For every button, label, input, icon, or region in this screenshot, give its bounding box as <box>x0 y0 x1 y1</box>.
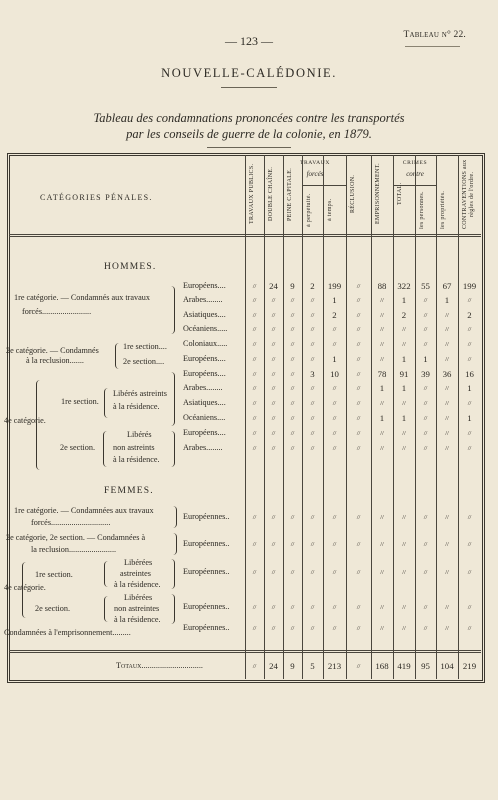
table-cell: // <box>467 400 472 407</box>
table-cell: // <box>467 514 472 521</box>
table-cell: // <box>252 356 257 363</box>
table-cell: // <box>290 625 295 632</box>
total-cell: 213 <box>327 661 342 671</box>
table-cell: // <box>252 415 257 422</box>
table-cell: // <box>332 400 337 407</box>
brace <box>104 561 108 587</box>
table-cell: 1 <box>332 354 337 364</box>
brace <box>173 533 177 555</box>
column-header: EMPRISONNEMENT. <box>375 163 381 225</box>
caption-line-1: Tableau des condamnations prononcées contre les transportés <box>93 111 405 125</box>
table-cell: // <box>252 312 257 319</box>
table-cell: 9 <box>290 281 295 291</box>
table-cell: // <box>252 297 257 304</box>
table-cell: // <box>290 312 295 319</box>
table-cell: 78 <box>377 369 387 379</box>
table-cell: // <box>271 385 276 392</box>
brace <box>104 596 108 622</box>
table-cell: // <box>356 283 361 290</box>
table-cell: // <box>310 356 315 363</box>
table-cell: 55 <box>421 281 430 291</box>
table-cell: // <box>380 341 384 348</box>
row-label-f4-s1-a: Libérées <box>124 558 153 567</box>
table-cell: // <box>332 569 337 576</box>
table-cell: // <box>271 625 276 632</box>
row-label-f4-s2-b: non astreintes <box>114 604 160 613</box>
page-number: — 123 — <box>225 34 273 48</box>
column-header: à temps. <box>327 198 333 222</box>
total-cell: 9 <box>290 661 295 671</box>
table-cell: // <box>271 297 276 304</box>
origin-label: Européens.... <box>183 281 226 290</box>
row-label-h4-s1-a: Libérés astreints <box>113 389 167 398</box>
table-cell: // <box>402 445 406 452</box>
table-cell: // <box>290 430 295 437</box>
table-cell: // <box>290 604 295 611</box>
table-cell: // <box>310 400 315 407</box>
table-cell: // <box>445 415 449 422</box>
table-cell: // <box>252 445 257 452</box>
table-cell: // <box>332 514 337 521</box>
table-cell: // <box>290 371 295 378</box>
group-header-contre: contre <box>406 170 424 178</box>
table-cell: // <box>380 569 384 576</box>
origin-label: Arabes........ <box>183 295 223 304</box>
table-cell: // <box>402 625 406 632</box>
table-cell: 2 <box>467 310 472 320</box>
table-cell: // <box>445 400 449 407</box>
table-cell: // <box>356 400 361 407</box>
origin-label: Européennes.. <box>183 539 230 548</box>
group-header-crimes: CRIMES <box>402 160 428 166</box>
brace <box>22 562 26 618</box>
table-cell: 1 <box>379 413 385 423</box>
row-label-h2-line2: à la reclusion....... <box>26 356 84 365</box>
table-cell: 88 <box>377 281 387 291</box>
table-cell: // <box>310 569 315 576</box>
caption-rule <box>207 147 291 148</box>
header-bottom-rule <box>9 234 481 235</box>
table-cell: // <box>290 445 295 452</box>
table-cell: // <box>310 415 315 422</box>
table-cell: // <box>445 514 449 521</box>
brace <box>171 559 175 589</box>
header-bottom-rule <box>9 236 481 237</box>
table-cell: // <box>402 400 406 407</box>
table-cell: 2 <box>332 310 337 320</box>
table-cell: 2 <box>310 281 315 291</box>
table-caption <box>40 110 458 142</box>
table-cell: // <box>423 604 428 611</box>
total-cell: 24 <box>269 661 278 671</box>
table-cell: // <box>356 312 361 319</box>
origin-label: Européennes.. <box>183 512 230 521</box>
table-cell: // <box>310 385 315 392</box>
table-cell: // <box>467 604 472 611</box>
table-cell: // <box>445 430 449 437</box>
row-label-f1-line2: forcés............................. <box>31 518 111 527</box>
table-cell: // <box>445 341 449 348</box>
brace <box>171 286 175 334</box>
table-cell: 91 <box>399 369 409 379</box>
table-cell: // <box>290 326 295 333</box>
table-cell: // <box>380 445 384 452</box>
table-cell: // <box>423 415 428 422</box>
row-label-f1-line1: 1re catégorie. — Condamnées aux travaux <box>14 506 154 515</box>
row-label-totaux: Totaux.............................. <box>116 661 203 670</box>
table-cell: // <box>402 569 406 576</box>
row-label-f4-s1-b: astreintes <box>120 569 151 578</box>
table-cell: // <box>467 430 472 437</box>
table-cell: // <box>271 541 276 548</box>
table-cell: // <box>467 569 472 576</box>
origin-label: Arabes........ <box>183 383 223 392</box>
row-label-f4-category: 4e catégorie. <box>4 583 46 592</box>
table-cell: // <box>423 341 428 348</box>
table-number-rule <box>405 46 460 47</box>
table-cell: 1 <box>467 383 472 393</box>
row-label-h1-line2: forcés........................ <box>22 307 92 316</box>
table-cell: 1 <box>444 295 450 305</box>
row-label-h4-category: 4e catégorie. <box>4 416 46 425</box>
table-cell: // <box>252 371 257 378</box>
brace <box>171 372 175 426</box>
group-header-forces: forcés <box>306 170 324 178</box>
table-cell: // <box>290 514 295 521</box>
table-cell: // <box>290 385 295 392</box>
table-cell: // <box>290 541 295 548</box>
table-cell: // <box>445 356 449 363</box>
table-cell: // <box>356 356 361 363</box>
table-cell: // <box>290 356 295 363</box>
row-label-h2-line1: 2e catégorie. — Condamnés <box>6 346 99 355</box>
table-cell: // <box>290 415 295 422</box>
total-cell: 5 <box>310 661 315 671</box>
table-cell: 10 <box>330 369 339 379</box>
total-cell: 168 <box>375 661 389 671</box>
table-cell: 1 <box>401 354 407 364</box>
table-cell: // <box>290 341 295 348</box>
table-cell: // <box>467 445 472 452</box>
table-cell: // <box>467 297 472 304</box>
table-cell: // <box>467 356 472 363</box>
table-cell: 2 <box>401 310 407 320</box>
table-cell: // <box>271 341 276 348</box>
table-cell: 322 <box>397 281 411 291</box>
table-cell: // <box>290 297 295 304</box>
table-cell: // <box>380 625 384 632</box>
table-cell: // <box>332 326 337 333</box>
row-label-h4-s2-a: Libérés <box>127 430 152 439</box>
column-header: à perpétuité. <box>306 193 312 227</box>
title-rule <box>221 87 277 88</box>
table-cell: // <box>356 326 361 333</box>
table-cell: // <box>423 625 428 632</box>
table-cell: 199 <box>462 281 477 291</box>
table-cell: // <box>356 415 361 422</box>
table-cell: // <box>402 541 406 548</box>
table-cell: // <box>252 604 257 611</box>
table-cell: // <box>332 430 337 437</box>
origin-label: Océaniens..... <box>183 324 228 333</box>
table-cell: // <box>271 604 276 611</box>
table-cell: // <box>332 445 337 452</box>
total-cell: 104 <box>440 661 454 671</box>
table-cell: // <box>252 400 257 407</box>
table-cell: // <box>271 415 276 422</box>
row-label-f4-s2-a: Libérées <box>124 593 153 602</box>
table-cell: // <box>445 625 449 632</box>
table-cell: // <box>445 385 449 392</box>
table-cell: 1 <box>401 383 407 393</box>
column-header: DOUBLE CHAÎNE. <box>268 166 274 222</box>
brace <box>103 431 107 467</box>
group-rule-travaux <box>302 185 346 186</box>
table-cell: // <box>252 514 257 521</box>
table-cell: // <box>423 445 428 452</box>
table-cell: // <box>445 604 449 611</box>
table-cell: // <box>332 341 337 348</box>
table-cell: // <box>445 312 449 319</box>
total-cell: 219 <box>462 661 477 671</box>
table-cell: // <box>332 541 337 548</box>
table-cell: // <box>356 297 361 304</box>
column-header: les propriétés. <box>440 190 446 230</box>
table-cell: // <box>332 415 337 422</box>
table-cell: // <box>310 514 315 521</box>
table-cell: // <box>290 400 295 407</box>
table-cell: // <box>356 569 361 576</box>
table-cell: // <box>380 604 384 611</box>
table-cell: // <box>252 385 257 392</box>
table-cell: // <box>356 341 361 348</box>
table-cell: // <box>310 430 315 437</box>
table-cell: // <box>271 371 276 378</box>
origin-label: Européennes.. <box>183 602 230 611</box>
table-cell: // <box>356 385 361 392</box>
table-cell: // <box>271 430 276 437</box>
table-cell: // <box>402 341 406 348</box>
table-cell: // <box>445 326 449 333</box>
table-cell: // <box>310 541 315 548</box>
column-header: TOTAL. <box>397 182 403 206</box>
caption-line-2: par les conseils de guerre de la colonie, en 1879. <box>126 127 372 141</box>
origin-label: Océaniens.... <box>183 413 226 422</box>
table-cell: 16 <box>465 369 474 379</box>
table-cell: // <box>252 541 257 548</box>
page-title: NOUVELLE-CALÉDONIE. <box>161 66 337 80</box>
table-cell: // <box>310 445 315 452</box>
table-cell: // <box>402 430 406 437</box>
row-label-h4-s2-c: à la résidence. <box>113 455 160 464</box>
origin-label: Arabes........ <box>183 443 223 452</box>
column-header: TRAVAUX PUBLICS. <box>249 163 255 225</box>
table-cell: 24 <box>269 281 278 291</box>
section-femmes: FEMMES. <box>104 486 154 496</box>
table-cell: // <box>271 400 276 407</box>
table-cell: // <box>380 312 384 319</box>
table-cell: 1 <box>401 413 407 423</box>
row-label-h4-s2-b: non astreints <box>113 443 155 452</box>
table-cell: // <box>310 604 315 611</box>
origin-label: Européens.... <box>183 354 226 363</box>
table-cell: // <box>423 569 428 576</box>
origin-label: Asiatiques.... <box>183 310 226 319</box>
origin-label: Européens.... <box>183 369 226 378</box>
table-cell: // <box>423 297 428 304</box>
table-cell: // <box>423 514 428 521</box>
brace <box>115 343 119 369</box>
table-cell: 36 <box>442 369 452 379</box>
table-cell: // <box>402 326 406 333</box>
table-cell: // <box>310 312 315 319</box>
row-label-h2-section1: 1re section.... <box>123 342 167 351</box>
table-cell: // <box>310 341 315 348</box>
table-cell: // <box>290 569 295 576</box>
table-cell: 199 <box>327 281 342 291</box>
table-cell: // <box>445 541 449 548</box>
totals-top-rule <box>9 652 481 653</box>
group-header-travaux: TRAVAUX <box>299 160 331 166</box>
row-label-h4-s1-b: à la résidence. <box>113 402 160 411</box>
table-cell: // <box>467 541 472 548</box>
brace <box>171 431 175 467</box>
origin-label: Européennes.. <box>183 623 230 632</box>
table-cell: // <box>380 297 384 304</box>
table-cell: // <box>423 312 428 319</box>
table-cell: // <box>423 400 428 407</box>
table-cell: 67 <box>442 281 452 291</box>
table-cell: // <box>271 569 276 576</box>
table-cell: // <box>252 326 257 333</box>
row-label-h4-section1: 1re section. <box>61 397 99 406</box>
table-cell: 1 <box>332 295 337 305</box>
table-cell: // <box>252 625 257 632</box>
table-cell: // <box>271 326 276 333</box>
row-label-f2-line2: la reclusion....................... <box>31 545 117 554</box>
table-cell: // <box>252 430 257 437</box>
totals-top-rule <box>9 650 481 651</box>
column-header: CONTRAVENTIONS aux règles de l'ordre. <box>462 159 475 229</box>
section-hommes: HOMMES. <box>104 262 157 272</box>
origin-label: Asiatiques.... <box>183 398 226 407</box>
total-cell: // <box>252 663 257 670</box>
table-cell: // <box>356 445 361 452</box>
origin-label: Coloniaux..... <box>183 339 228 348</box>
row-label-h2-section2: 2e section.... <box>123 357 165 366</box>
table-cell: // <box>356 604 361 611</box>
category-column-header: CATÉGORIES PÉNALES. <box>40 193 153 202</box>
table-cell: // <box>402 604 406 611</box>
table-cell: // <box>380 400 384 407</box>
table-cell: // <box>356 541 361 548</box>
table-cell: // <box>356 514 361 521</box>
table-cell: // <box>380 326 384 333</box>
table-number: Tableau n° 22. <box>403 30 466 40</box>
table-cell: // <box>310 326 315 333</box>
column-header: RÉCLUSION. <box>350 174 356 214</box>
table-cell: // <box>467 341 472 348</box>
table-cell: // <box>356 430 361 437</box>
total-cell: 419 <box>397 661 411 671</box>
table-cell: // <box>310 625 315 632</box>
table-cell: // <box>356 625 361 632</box>
table-cell: 1 <box>379 383 385 393</box>
table-cell: // <box>445 445 449 452</box>
table-cell: 39 <box>421 369 430 379</box>
table-cell: // <box>423 326 428 333</box>
table-cell: // <box>380 514 384 521</box>
table-cell: // <box>423 385 428 392</box>
origin-label: Européens.... <box>183 428 226 437</box>
brace <box>36 380 40 470</box>
row-label-f4-s1-c: à la résidence. <box>114 580 161 589</box>
column-header: PEINE CAPITALE. <box>287 167 293 221</box>
table-cell: // <box>423 541 428 548</box>
table-cell: // <box>252 569 257 576</box>
table-cell: // <box>310 297 315 304</box>
brace <box>173 506 177 528</box>
row-label-h1-line1: 1re catégorie. — Condamnés aux travaux <box>14 293 150 302</box>
origin-label: Européennes.. <box>183 567 230 576</box>
total-cell: // <box>356 663 361 670</box>
table-cell: // <box>271 356 276 363</box>
table-cell: // <box>271 445 276 452</box>
row-label-f4-section2: 2e section. <box>35 604 71 613</box>
row-label-h4-section2: 2e section. <box>60 443 96 452</box>
table-cell: // <box>271 514 276 521</box>
table-cell: // <box>467 326 472 333</box>
table-cell: // <box>332 625 337 632</box>
table-cell: // <box>423 430 428 437</box>
table-cell: // <box>271 312 276 319</box>
table-cell: 1 <box>401 295 407 305</box>
table-cell: // <box>445 569 449 576</box>
table-cell: // <box>332 604 337 611</box>
table-cell: // <box>252 341 257 348</box>
table-cell: // <box>380 356 384 363</box>
table-cell: 1 <box>423 354 428 364</box>
table-cell: // <box>402 514 406 521</box>
row-label-f4-s2-c: à la résidence. <box>114 615 161 624</box>
table-cell: 1 <box>467 413 472 423</box>
row-label-f4-section1: 1re section. <box>35 570 73 579</box>
table-cell: // <box>380 541 384 548</box>
row-label-f-emprisonnement: Condamnées à l'emprisonnement......... <box>4 628 131 637</box>
table-cell: // <box>467 625 472 632</box>
brace <box>171 594 175 624</box>
table-cell: // <box>356 371 361 378</box>
row-label-f2-line1: 2e catégorie, 2e section. — Condamnées à <box>6 533 146 542</box>
table-cell: // <box>380 430 384 437</box>
table-cell: 3 <box>310 369 315 379</box>
total-cell: 95 <box>421 661 430 671</box>
table-cell: // <box>252 283 257 290</box>
column-header: les personnes. <box>419 191 425 229</box>
table-cell: // <box>332 385 337 392</box>
brace <box>104 388 108 418</box>
